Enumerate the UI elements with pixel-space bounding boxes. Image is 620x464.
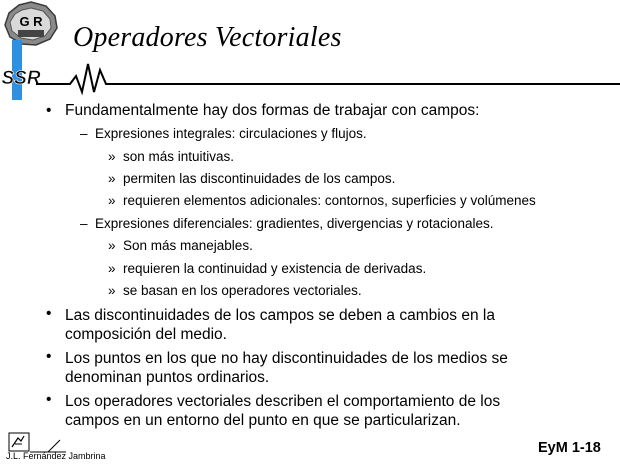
dash-marker: – <box>80 126 88 141</box>
bullet-text-line: campos en un entorno del punto en que se particularizan. <box>65 412 461 429</box>
bullet-marker: • <box>46 102 52 119</box>
chevron-marker: » <box>108 261 116 276</box>
chevron-marker: » <box>108 238 116 253</box>
footer-author: J.L. Fernández Jambrina <box>6 451 106 461</box>
bullet-text: Fundamentalmente hay dos formas de trabajar con campos: <box>65 102 480 119</box>
bullet-text <box>65 392 500 430</box>
chevron-marker: » <box>108 171 116 186</box>
sub-sub-item-text: son más intuitivas. <box>123 149 235 164</box>
sub-sub-item-text: requieren la continuidad y existencia de derivadas. <box>123 261 427 276</box>
sub-item-text: Expresiones diferenciales: gradientes, divergencias y rotacionales. <box>95 216 494 231</box>
bullet-marker: • <box>46 348 52 365</box>
page-title: Operadores Vectoriales <box>73 22 342 53</box>
sub-sub-item-text: Son más manejables. <box>123 238 253 253</box>
chevron-marker: » <box>108 283 116 298</box>
bullet-text-line: Los operadores vectoriales describen el comportamiento de los <box>65 393 501 410</box>
dash-marker: – <box>80 216 88 231</box>
bullet-text <box>65 306 495 344</box>
chevron-marker: » <box>108 193 116 208</box>
page-number: EyM 1-18 <box>538 440 601 456</box>
bullet-marker: • <box>46 305 52 322</box>
bullet-text <box>65 349 508 387</box>
bullet-text-line: Los puntos en los que no hay discontinuidades de los medios se <box>65 350 508 367</box>
ssr-logo-text: SSR <box>1 68 41 89</box>
chevron-marker: » <box>108 149 116 164</box>
sub-sub-item-text: se basan en los operadores vectoriales. <box>123 283 362 298</box>
bullet-marker: • <box>46 391 52 408</box>
bullet-text-line: Las discontinuidades de los campos se deben a cambios en la <box>65 307 495 324</box>
sub-sub-item-text: requieren elementos adicionales: contornos, superficies y volúmenes <box>123 193 536 208</box>
bullet-text-line: composición del medio. <box>65 326 227 343</box>
bullet-text-line: denominan puntos ordinarios. <box>65 369 270 386</box>
sub-item-text: Expresiones integrales: circulaciones y flujos. <box>95 126 367 141</box>
gr-logo-text: G R <box>19 14 43 29</box>
sub-sub-item-text: permiten las discontinuidades de los campos. <box>123 171 396 186</box>
